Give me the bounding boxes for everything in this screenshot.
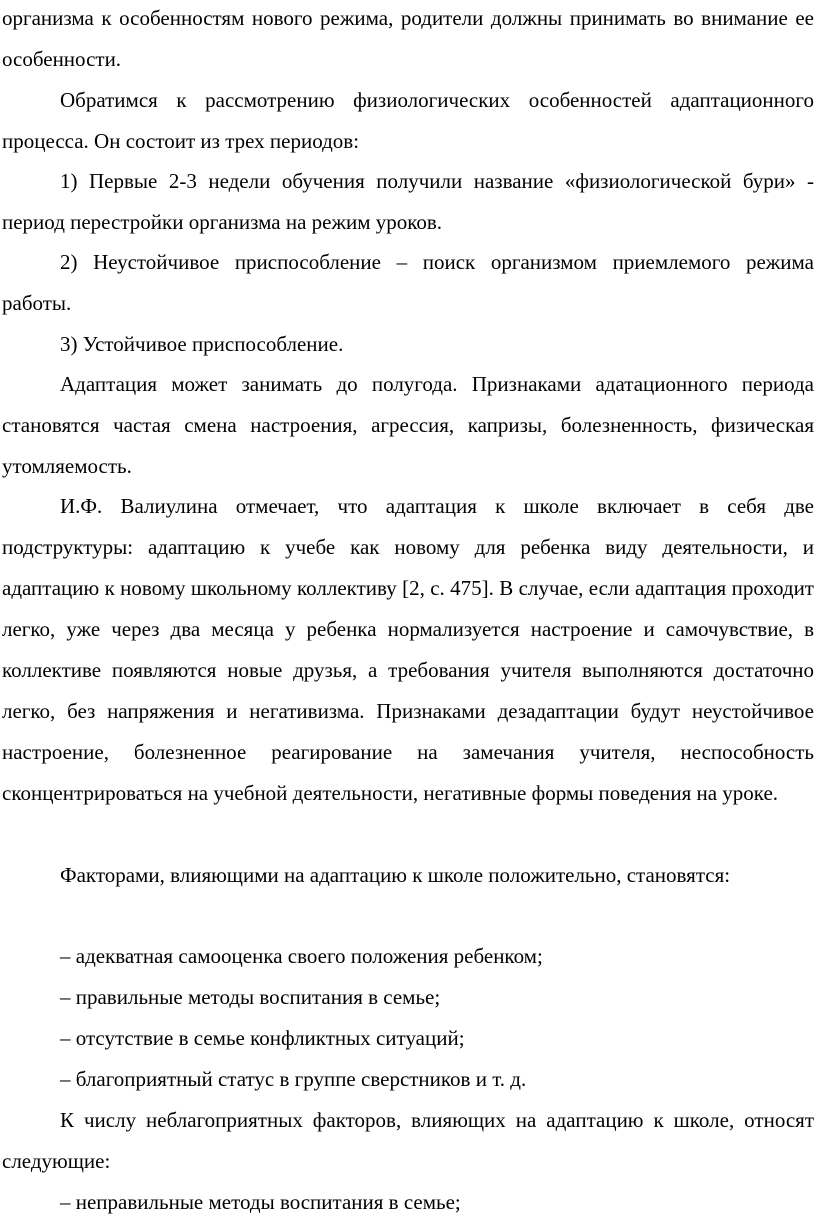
paragraph-adaptation-process: Обратимся к рассмотрению физиологических особенностей адаптационного процесса. Он состоит из трех периодов: xyxy=(2,88,814,153)
paragraph-period-3: 3) Устойчивое приспособление. xyxy=(60,332,344,356)
list-item-peer-status: – благоприятный статус в группе сверстников и т. д. xyxy=(60,1067,527,1091)
list-item-self-esteem: – адекватная самооценка своего положения ребенком; xyxy=(60,944,543,968)
paragraph-continuation: организма к особенностям нового режима, родители должны принимать во внимание ее особенности. xyxy=(2,6,814,71)
paragraph-adaptation-duration: Адаптация может занимать до полугода. Признаками адатационного периода становятся частая смена настроения, агрессия, капризы, болезненность, физическая утомляемость. xyxy=(2,372,814,478)
paragraph-period-1: 1) Первые 2-3 недели обучения получили название «физиологической бури» - период перестройки организма на режим уроков. xyxy=(2,169,814,234)
list-item-wrong-upbringing: – неправильные методы воспитания в семье; xyxy=(60,1190,461,1214)
paragraph-positive-factors: Факторами, влияющими на адаптацию к школе положительно, становятся: xyxy=(60,863,731,887)
paragraph-period-2: 2) Неустойчивое приспособление – поиск организмом приемлемого режима работы. xyxy=(2,250,814,315)
list-item-no-conflicts: – отсутствие в семье конфликтных ситуаций; xyxy=(60,1026,465,1050)
list-item-upbringing-methods: – правильные методы воспитания в семье; xyxy=(60,985,441,1009)
paragraph-valiulina: И.Ф. Валиулина отмечает, что адаптация к школе включает в себя две подструктуры: адаптацию к учебе как новому для ребенка виду деятельности, и адаптацию к новому школьному коллективу [2, с. 475]. В случае, если адаптация проходит легко, уже через два месяца у ребенка нормализуется настроение и самочувствие, в коллективе появляются новые друзья, а требования учителя выполняются достаточно легко, без напряжения и негативизма. Признаками дезадаптации будут неустойчивое настроение, болезненное реагирование на замечания учителя, неспособность сконцентрироваться на учебной деятельности, негативные формы поведения на уроке. xyxy=(2,494,814,805)
paragraph-negative-factors: К числу неблагоприятных факторов, влияющих на адаптацию к школе, относят следующие: xyxy=(2,1108,814,1173)
